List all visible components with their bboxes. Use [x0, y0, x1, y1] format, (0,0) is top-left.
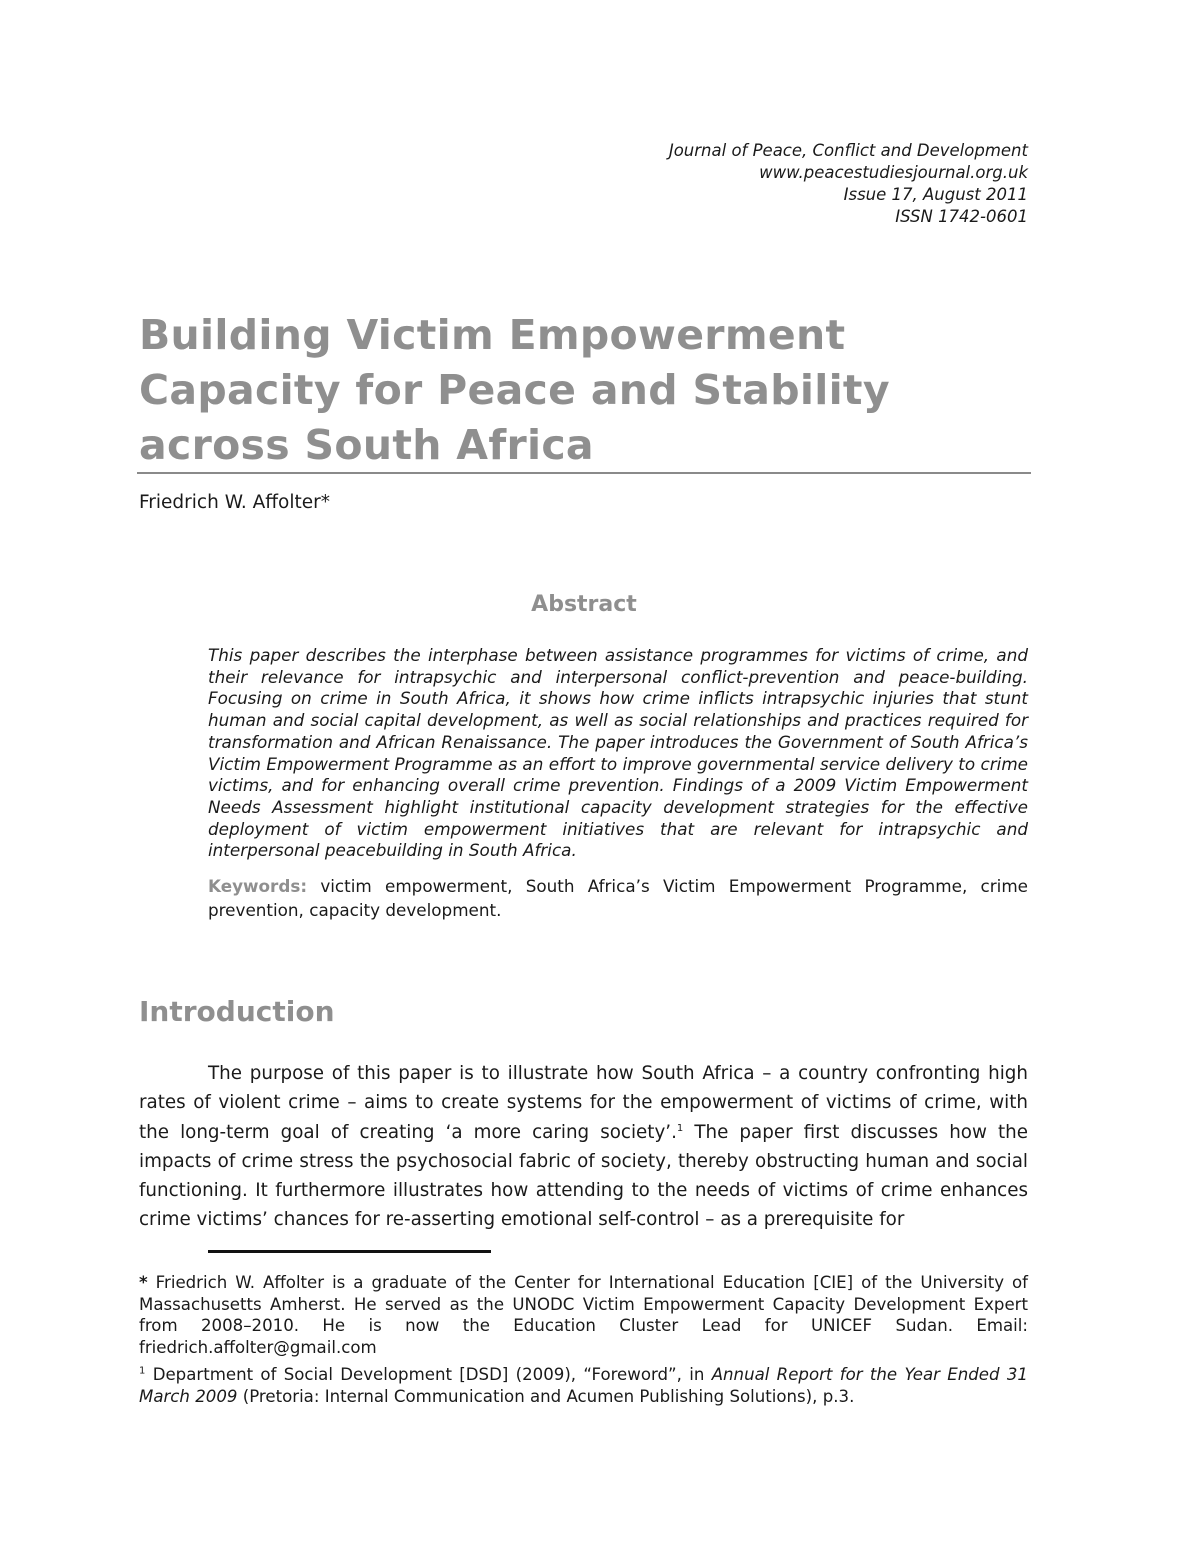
intro-text-part1: The purpose of this paper is to illustrate how South Africa – a country confronting high rates of violent crime – aims to create systems for the empowerment of victims of crime, with the long-term goal of creating ‘a more caring society’.	[139, 1063, 1028, 1143]
footnote-author-mark: *	[139, 1273, 148, 1292]
title-divider	[137, 472, 1031, 474]
footnote-reference[interactable]: 1	[676, 1122, 684, 1134]
journal-name: Journal of Peace, Conflict and Development	[668, 141, 1028, 160]
keywords-text: victim empowerment, South Africa’s Victim Empowerment Programme, crime prevention, capacity development.	[208, 876, 1028, 920]
journal-issue: Issue 17, August 2011	[843, 185, 1028, 204]
introduction-heading: Introduction	[139, 995, 335, 1028]
introduction-paragraph	[139, 1059, 1028, 1235]
footnote-1	[139, 1364, 1028, 1407]
footnote-1-mark: 1	[139, 1365, 146, 1377]
footnote-divider	[208, 1250, 491, 1253]
journal-url: www.peacestudiesjournal.org.uk	[759, 163, 1028, 182]
footnote-author-text: Friedrich W. Affolter is a graduate of the Center for International Education [CIE] of the University of Massachusetts Amherst. He served as the UNODC Victim Empowerment Capacity Development Expert from 2008–2010. He is now the Education Cluster Lead for UNICEF Sudan. Email: friedrich.affolter@gmail.com	[139, 1273, 1028, 1357]
author-name: Friedrich W. Affolter*	[139, 492, 330, 513]
footnote-author	[139, 1272, 1028, 1358]
footnote-1-text-part1: Department of Social Development [DSD] (2009), “Foreword”, in	[145, 1365, 712, 1384]
abstract-heading: Abstract	[531, 592, 637, 617]
journal-header	[428, 140, 1028, 228]
paper-title: Building Victim Empowerment Capacity for Peace and Stability across South Africa	[139, 311, 890, 469]
journal-issn: ISSN 1742-0601	[895, 207, 1028, 226]
footnote-1-text-part2: (Pretoria: Internal Communication and Acumen Publishing Solutions), p.3.	[237, 1386, 855, 1406]
footnote-1-title: Annual Report for the Year Ended 31 March 2009	[139, 1365, 1028, 1406]
abstract-text: This paper describes the interphase between assistance programmes for victims of crime, and their relevance for intrapsychic and interpersonal conflict-prevention and peace-building. Focusing on crime in South Africa, it shows how crime inflicts intrapsychic injuries that stunt human and social capital development, as well as social relationships and practices required for transformation and African Renaissance. The paper introduces the Government of South Africa’s Victim Empowerment Programme as an effort to improve governmental service delivery to crime victims, and for enhancing overall crime prevention. Findings of a 2009 Victim Empowerment Needs Assessment highlight institutional capacity development strategies for the effective deployment of victim empowerment initiatives that are relevant for intrapsychic and interpersonal peacebuilding in South Africa.	[208, 645, 1028, 861]
keywords-label: Keywords:	[208, 876, 308, 896]
keywords	[208, 874, 1028, 922]
intro-text-part2: The paper first discusses how the impacts of crime stress the psychosocial fabric of society, thereby obstructing human and social functioning. It furthermore illustrates how attending to the needs of victims of crime enhances crime victims’ chances for re-asserting emotional self-control – as a prerequisite for	[139, 1121, 1029, 1231]
